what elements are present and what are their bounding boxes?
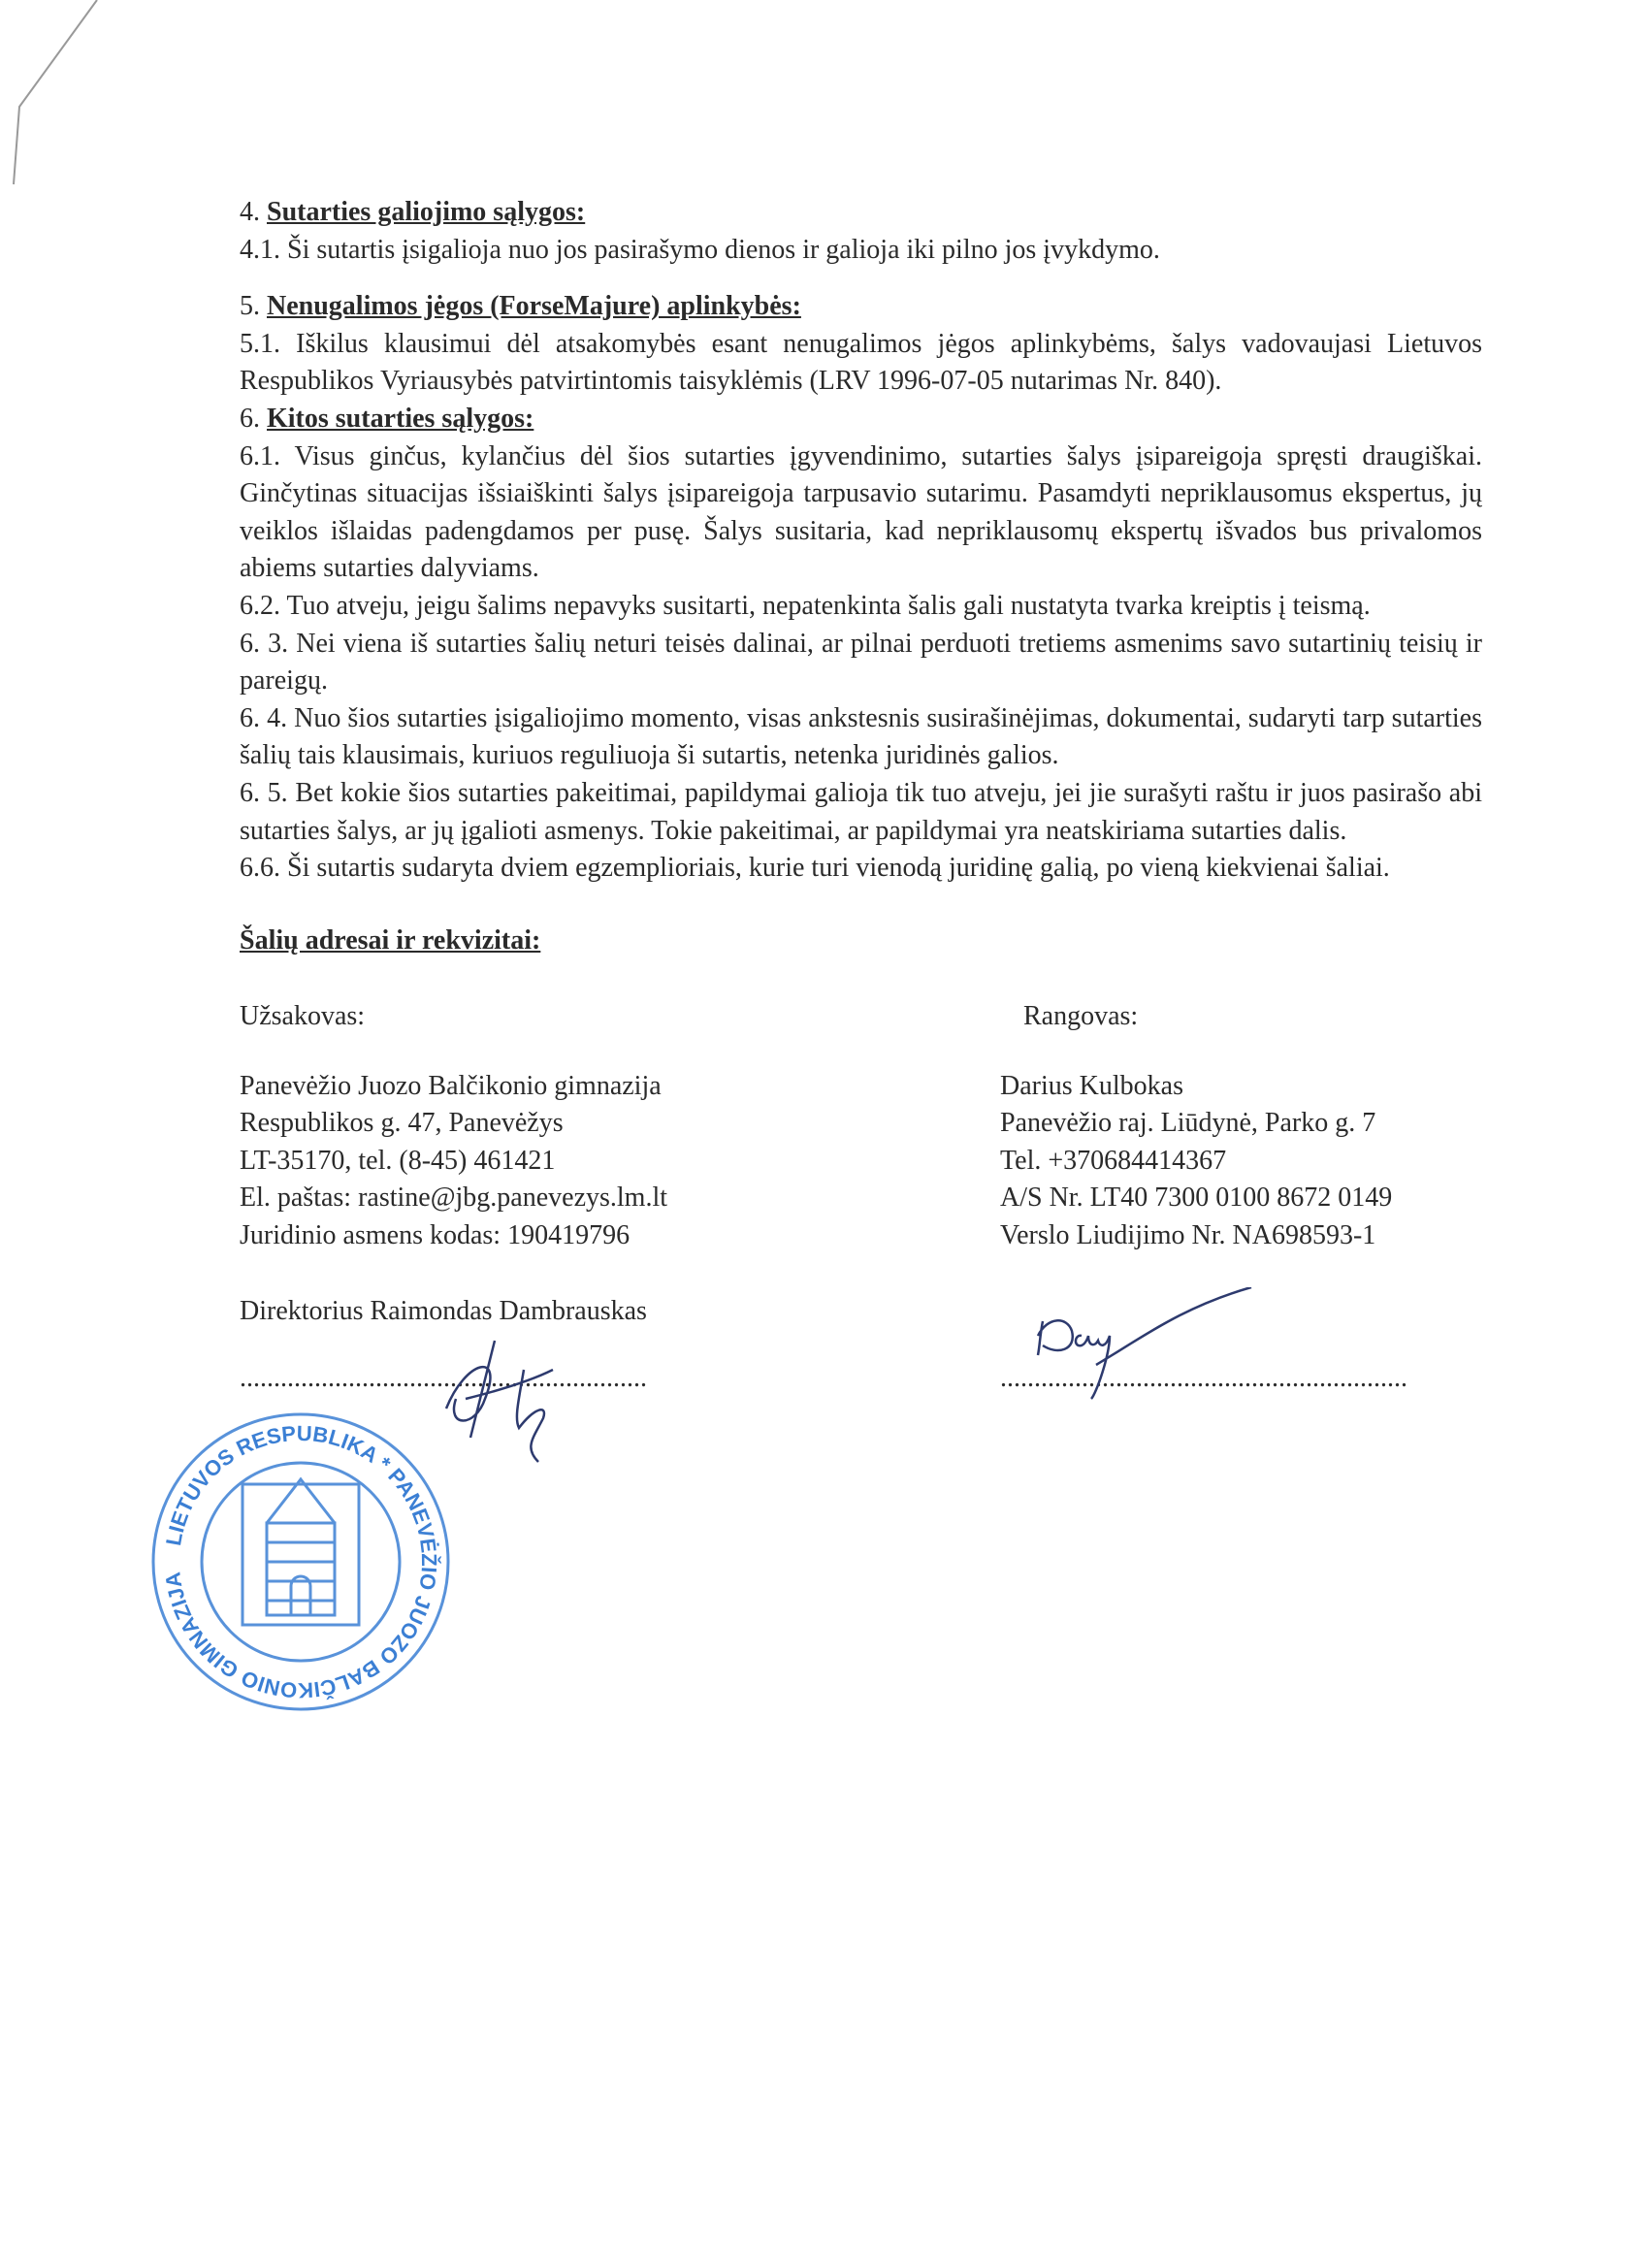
client-line: LT-35170, tel. (8-45) 461421 bbox=[240, 1145, 556, 1176]
director-signature bbox=[427, 1321, 601, 1467]
scan-fold-mark bbox=[0, 0, 116, 194]
contractor-block bbox=[1000, 998, 1482, 1717]
contract-page bbox=[160, 194, 1482, 1717]
contractor-line: A/S Nr. LT40 7300 0100 8672 0149 bbox=[1000, 1183, 1393, 1214]
client-signature-area bbox=[240, 1331, 1000, 1398]
client-signatory: Direktorius Raimondas Dambrauskas bbox=[240, 1296, 647, 1327]
parties bbox=[160, 998, 1482, 1717]
contractor-line: Panevėžio raj. Liūdynė, Parko g. 7 bbox=[1000, 1108, 1376, 1139]
clause-6-3: 6. 3. Nei viena iš sutarties šalių neturi teisės dalinai, ar pilnai perduoti tretiems asmenims savo sutartinių teisių ir pareigų. bbox=[240, 628, 1482, 697]
client-block bbox=[160, 998, 1000, 1717]
contractor-signature bbox=[1028, 1287, 1271, 1413]
client-line: Juridinio asmens kodas: 190419796 bbox=[240, 1219, 630, 1250]
contractor-signature-area bbox=[1000, 1331, 1482, 1398]
client-label: Užsakovas: bbox=[240, 1001, 366, 1032]
addresses-heading: Šalių adresai ir rekvizitai: bbox=[240, 924, 541, 956]
clause-6-6: 6.6. Ši sutartis sudaryta dviem egzemplioriais, kurie turi vienodą juridinę galią, po vieną kiekvienai šaliai. bbox=[240, 853, 1390, 884]
clause-4-1: 4.1. Ši sutartis įsigalioja nuo jos pasirašymo dienos ir galioja iki pilno jos įvykdymo. bbox=[240, 234, 1160, 265]
clause-5-1: 5.1. Iškilus klausimui dėl atsakomybės esant nenugalimos jėgos aplinkybėms, šalys vadovaujasi Lietuvos Respublikos Vyriausybės patvirtintomis taisyklėmis (LRV 1996-07-05 nutarimas Nr. 840). bbox=[240, 328, 1482, 397]
contractor-signature-line: ............................................................ bbox=[1000, 1362, 1407, 1393]
contractor-line: Darius Kulbokas bbox=[1000, 1070, 1183, 1101]
clause-6-1: 6.1. Visus ginčus, kylančius dėl šios sutarties įgyvendinimo, sutarties šalys įsipareigoja spręsti draugiškai. Ginčytinas situacijas išsiaiškinti šalys įsipareigoja tarpusavio sutarimu. Pasamdyti nepriklausomus ekspertus, jų veiklos išlaidas padengdamos per pusę. Šalys susitaria, kad nepriklausomų ekspertų išvados bus privalomos abiems sutarties dalyviams. bbox=[240, 440, 1482, 584]
section-6-heading: 6. Kitos sutarties sąlygos: bbox=[240, 403, 534, 434]
clause-6-4: 6. 4. Nuo šios sutarties įsigaliojimo momento, visas ankstesnis susirašinėjimas, dokumentai, sudaryti tarp sutarties šalių tais klausimais, kuriuos reguliuoja ši sutartis, netenka juridinės galios. bbox=[240, 702, 1482, 771]
client-signature-line: ............................................................ bbox=[240, 1362, 647, 1393]
clause-6-5: 6. 5. Bet kokie šios sutarties pakeitimai, papildymai galioja tik tuo atveju, jei jie surašyti raštu ir juos pasirašo abi sutarties šalys, ar jų įgalioti asmenys. Tokie pakeitimai, ar papildymai yra neatskiriama sutarties dalis. bbox=[240, 777, 1482, 846]
school-stamp bbox=[146, 1407, 456, 1717]
contractor-label: Rangovas: bbox=[1023, 1001, 1139, 1032]
client-line: Respublikos g. 47, Panevėžys bbox=[240, 1108, 564, 1139]
contractor-line: Tel. +370684414367 bbox=[1000, 1145, 1227, 1176]
section-4-heading: 4. Sutarties galiojimo sąlygos: bbox=[240, 197, 586, 227]
client-line: Panevėžio Juozo Balčikonio gimnazija bbox=[240, 1070, 662, 1101]
contract-body bbox=[240, 194, 1482, 888]
stamp-text: LIETUVOS RESPUBLIKA * PANEVĖŽIO JUOZO BALČIKONIO GIMNAZIJA bbox=[160, 1421, 442, 1703]
clause-6-2: 6.2. Tuo atveju, jeigu šalims nepavyks susitarti, nepatenkinta šalis gali nustatyta tvarka kreiptis į teismą. bbox=[240, 590, 1371, 621]
client-line: El. paštas: rastine@jbg.panevezys.lm.lt bbox=[240, 1183, 668, 1214]
section-5-heading: 5. Nenugalimos jėgos (ForseMajure) aplinkybės: bbox=[240, 291, 801, 322]
contractor-line: Verslo Liudijimo Nr. NA698593-1 bbox=[1000, 1219, 1376, 1250]
